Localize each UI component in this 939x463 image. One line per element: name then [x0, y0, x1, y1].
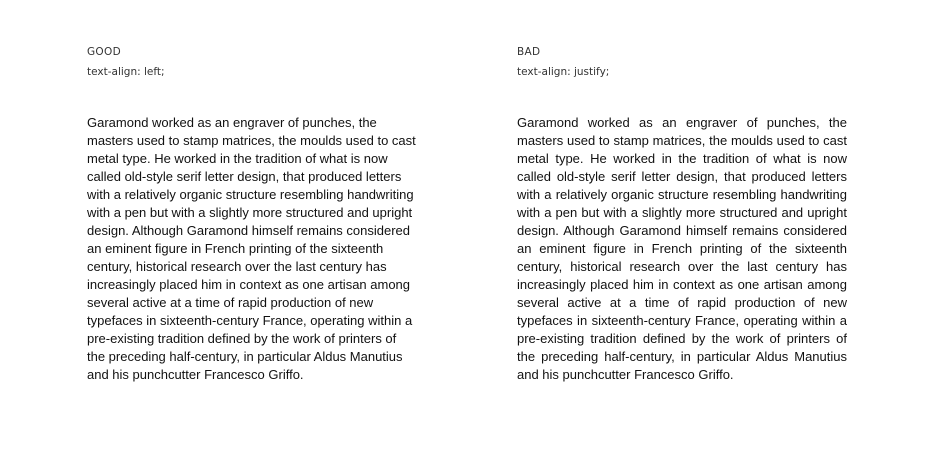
- bad-css-rule: text-align: justify;: [517, 66, 610, 78]
- bad-label: BAD: [517, 46, 541, 58]
- good-label: GOOD: [87, 46, 121, 58]
- good-paragraph: Garamond worked as an engraver of punches, the masters used to stamp matrices, the moulds used to cast metal type. He worked in the tradition of what is now called old-style serif letter design, that produced letters with a relatively organic structure resembling handwriting with a pen but with a slightly more structured and upright design. Although Garamond himself remains considered an eminent figure in French printing of the sixteenth century, historical research over the last century has increasingly placed him in context as one artisan among several active at a time of rapid production of new typefaces in sixteenth-century France, operating within a pre-existing tradition defined by the work of printers of the preceding half-century, in particular Aldus Manutius and his punchcutter Francesco Griffo.: [87, 115, 416, 382]
- good-css-rule: text-align: left;: [87, 66, 165, 78]
- bad-paragraph: Garamond worked as an engraver of punches, the masters used to stamp matrices, the moulds used to cast metal type. He worked in the tradition of what is now called old-style serif letter design, that produced letters with a relatively organic structure resembling handwriting with a pen but with a slightly more structured and upright design. Although Garamond himself remains considered an eminent figure in French printing of the sixteenth century, historical research over the last century has increasingly placed him in context as one artisan among several active at a time of rapid production of new typefaces in sixteenth-century France, operating within a pre-existing tradition defined by the work of printers of the preceding half-century, in particular Aldus Manutius and his punchcutter Francesco Griffo.: [517, 115, 847, 382]
